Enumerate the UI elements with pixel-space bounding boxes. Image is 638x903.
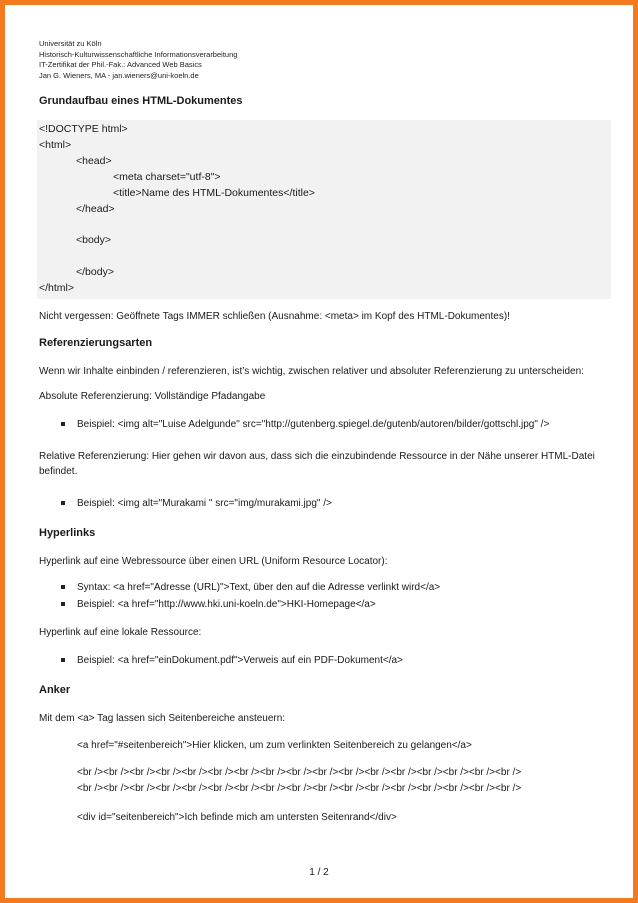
header-course: IT-Zertifikat der Phil.-Fak.: Advanced Web Basics xyxy=(39,60,202,69)
relative-referenzierung-label: Relative Referenzierung: Hier gehen wir davon aus, dass sich die einzubindende Ressource in der Nähe unserer HTML-Datei befindet. xyxy=(39,450,595,477)
code-html-close: </html> xyxy=(39,282,75,295)
local-hyperlink-label: Hyperlink auf eine lokale Ressource: xyxy=(39,626,202,638)
local-hyperlink-list xyxy=(39,652,611,669)
section-heading-anker: Anker xyxy=(39,683,71,696)
absolute-referenzierung-label: Absolute Referenzierung: Vollständige Pfadangabe xyxy=(39,390,266,402)
code-blank-line xyxy=(39,217,611,233)
header-university: Universität zu Köln xyxy=(39,39,102,48)
anker-intro: Mit dem <a> Tag lassen sich Seitenbereiche ansteuern: xyxy=(39,712,286,724)
referenzierung-intro: Wenn wir Inhalte einbinden / referenzieren, ist’s wichtig, zwischen relativer und absoluter Referenzierung zu unterscheiden: xyxy=(39,365,584,377)
anker-link-code: <a href="#seitenbereich">Hier klicken, um zum verlinkten Seitenbereich zu gelangen</a> xyxy=(77,739,472,751)
code-blank-line xyxy=(39,249,611,265)
header-department: Historisch-Kulturwissenschaftliche Informationsverarbeitung xyxy=(39,49,238,59)
page-title: Grundaufbau eines HTML-Dokumentes xyxy=(39,95,243,107)
relative-example-list xyxy=(39,495,611,512)
document-header xyxy=(39,39,611,81)
absolute-example-list xyxy=(39,416,611,433)
br-tags-code xyxy=(39,765,611,796)
code-html-open: <html> xyxy=(39,138,72,151)
closing-tags-note: Nicht vergessen: Geöffnete Tags IMMER schließen (Ausnahme: <meta> im Kopf des HTML-Dokumentes)! xyxy=(39,310,510,322)
list-item: Syntax: <a href="Adresse (URL)">Text, über den auf die Adresse verlinkt wird</a> xyxy=(39,579,611,596)
web-hyperlink-label: Hyperlink auf eine Webressource über einen URL (Uniform Resource Locator): xyxy=(39,555,388,567)
code-doctype: <!DOCTYPE html> xyxy=(39,123,128,135)
page-number: 1 / 2 xyxy=(309,867,329,878)
html-skeleton-code-block xyxy=(37,120,611,299)
anker-target-div-code: <div id="seitenbereich">Ich befinde mich am untersten Seitenrand</div> xyxy=(77,812,397,824)
document-page xyxy=(5,5,633,898)
br-tags-line: <br /><br /><br /><br /><br /><br /><br /><br /><br /><br /><br /><br /><br /><br /><br /><br /><br /> xyxy=(77,782,522,794)
code-meta-charset: <meta charset="utf-8"> xyxy=(113,170,221,183)
code-body-close: </body> xyxy=(76,266,114,279)
header-author: Jan G. Wieners, MA - jan.wieners@uni-koeln.de xyxy=(39,70,199,80)
code-body-open: <body> xyxy=(76,234,112,247)
code-head-close: </head> xyxy=(76,202,115,215)
list-item: Beispiel: <img alt="Luise Adelgunde" src="http://gutenberg.spiegel.de/gutenb/autoren/bilder/gottschl.jpg" /> xyxy=(39,416,611,433)
section-heading-hyperlinks: Hyperlinks xyxy=(39,526,96,539)
list-item: Beispiel: <img alt="Murakami " src="img/murakami.jpg" /> xyxy=(39,495,611,512)
code-title: <title>Name des HTML-Dokumentes</title> xyxy=(113,186,315,199)
web-hyperlink-list xyxy=(39,579,611,613)
page-content xyxy=(39,39,611,826)
br-tags-line: <br /><br /><br /><br /><br /><br /><br /><br /><br /><br /><br /><br /><br /><br /><br /><br /><br /> xyxy=(77,767,522,779)
list-item: Beispiel: <a href="http://www.hki.uni-koeln.de">HKI-Homepage</a> xyxy=(39,596,611,613)
code-head-open: <head> xyxy=(76,154,112,167)
section-heading-referenzierung: Referenzierungsarten xyxy=(39,336,153,349)
list-item: Beispiel: <a href="einDokument.pdf">Verweis auf ein PDF-Dokument</a> xyxy=(39,652,611,669)
